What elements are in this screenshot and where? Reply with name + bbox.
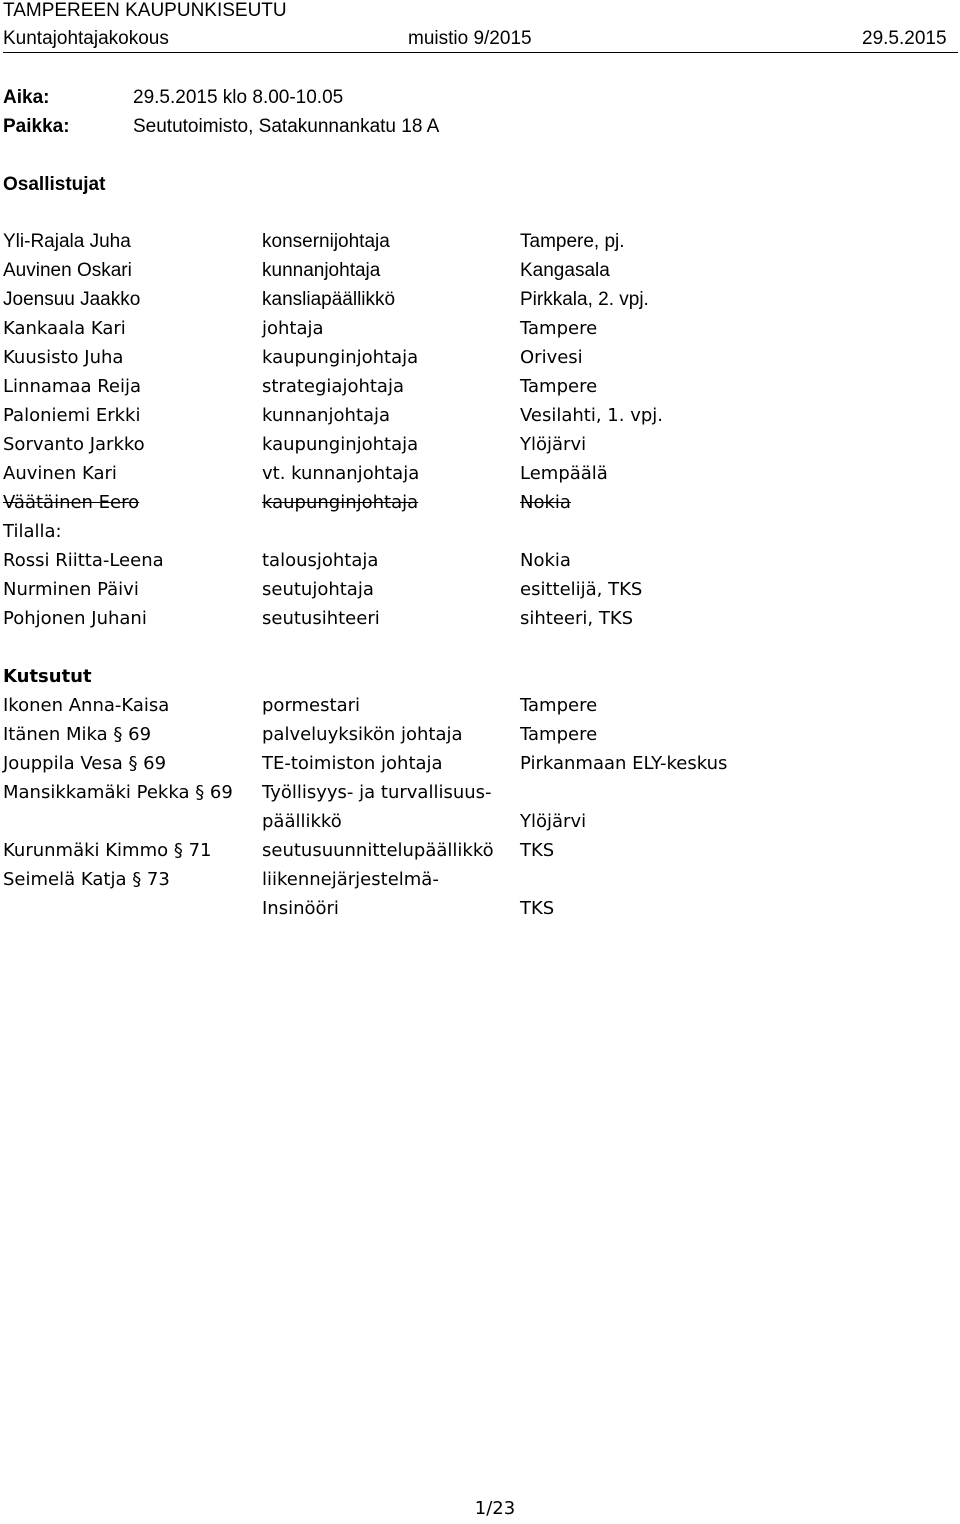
participant-row — [0, 433, 960, 462]
participant-row — [0, 462, 960, 491]
participant-org: Lempäälä — [520, 463, 608, 484]
participant-role: johtaja — [262, 318, 324, 339]
participant-role: seutujohtaja — [262, 579, 374, 600]
participants-title: Osallistujat — [3, 174, 106, 195]
participant-org: Orivesi — [520, 347, 583, 368]
time-label: Aika: — [3, 87, 50, 108]
invited-title: Kutsutut — [3, 666, 92, 687]
participant-name: Joensuu Jaakko — [3, 289, 141, 310]
invited-name: Mansikkamäki Pekka § 69 — [3, 782, 233, 803]
participant-role: talousjohtaja — [262, 550, 379, 571]
participant-row — [0, 317, 960, 346]
substitute-label: Tilalla: — [3, 521, 62, 542]
participant-org: Pirkkala, 2. vpj. — [520, 289, 649, 310]
participant-row — [0, 288, 960, 317]
invited-row — [0, 752, 960, 781]
participant-role: seutusihteeri — [262, 608, 380, 629]
participant-name: Kankaala Kari — [3, 318, 126, 339]
memo-number: muistio 9/2015 — [408, 28, 532, 49]
participant-org: Kangasala — [520, 260, 610, 281]
invited-name: Itänen Mika § 69 — [3, 724, 152, 745]
participant-name: Rossi Riitta-Leena — [3, 550, 164, 571]
invited-row-continuation — [0, 897, 960, 926]
invited-org: Tampere — [520, 695, 598, 716]
invited-role: seutusuunnittelupäällikkö — [262, 840, 494, 861]
organization-title: TAMPEREEN KAUPUNKISEUTU — [3, 0, 287, 21]
participant-role: kaupunginjohtaja — [262, 347, 419, 368]
participant-name: Yli-Rajala Juha — [3, 231, 131, 252]
participant-org: Tampere — [520, 318, 598, 339]
participant-row — [0, 346, 960, 375]
participant-role: vt. kunnanjohtaja — [262, 463, 420, 484]
participant-row-struck — [0, 491, 960, 520]
participant-role: strategiajohtaja — [262, 376, 404, 397]
participant-name: Paloniemi Erkki — [3, 405, 141, 426]
invited-role: Työllisyys- ja turvallisuus- — [262, 782, 492, 803]
invited-role: päällikkö — [262, 811, 342, 832]
header-date: 29.5.2015 — [862, 28, 947, 49]
substitute-row — [0, 549, 960, 578]
invited-role: Insinööri — [262, 898, 339, 919]
participant-row — [0, 375, 960, 404]
participant-name: Pohjonen Juhani — [3, 608, 147, 629]
invited-org: Tampere — [520, 724, 598, 745]
participant-org: esittelijä, TKS — [520, 579, 643, 600]
participant-row — [0, 259, 960, 288]
invited-org: Pirkanmaan ELY-keskus — [520, 753, 728, 774]
participant-org: Ylöjärvi — [520, 434, 587, 455]
invited-row — [0, 723, 960, 752]
invited-row — [0, 839, 960, 868]
invited-name: Seimelä Katja § 73 — [3, 869, 170, 890]
place-label: Paikka: — [3, 116, 70, 137]
participant-org: Nokia — [520, 492, 571, 513]
participant-org: Tampere, pj. — [520, 231, 625, 252]
invited-row — [0, 868, 960, 897]
invited-role: palveluyksikön johtaja — [262, 724, 463, 745]
participant-name: Sorvanto Jarkko — [3, 434, 145, 455]
participant-name: Nurminen Päivi — [3, 579, 139, 600]
place-value: Seututoimisto, Satakunnankatu 18 A — [133, 116, 440, 137]
participant-org: Nokia — [520, 550, 571, 571]
invited-role: liikennejärjestelmä- — [262, 869, 439, 890]
invited-role: TE-toimiston johtaja — [262, 753, 443, 774]
participant-row — [0, 230, 960, 259]
invited-org: TKS — [520, 898, 555, 919]
participant-role: kansliapäällikkö — [262, 289, 396, 310]
participant-name: Auvinen Kari — [3, 463, 117, 484]
participant-name: Linnamaa Reija — [3, 376, 141, 397]
participant-name: Auvinen Oskari — [3, 260, 132, 281]
participant-org: Tampere — [520, 376, 598, 397]
time-value: 29.5.2015 klo 8.00-10.05 — [133, 87, 344, 108]
substitute-label-row — [0, 520, 960, 549]
participant-row — [0, 404, 960, 433]
page-number: 1/23 — [474, 1498, 516, 1519]
invited-row-continuation — [0, 810, 960, 839]
invited-name: Jouppila Vesa § 69 — [3, 753, 167, 774]
invited-row — [0, 781, 960, 810]
invited-org: TKS — [520, 840, 555, 861]
invited-name: Kurunmäki Kimmo § 71 — [3, 840, 212, 861]
participant-role: kunnanjohtaja — [262, 405, 391, 426]
participant-role: kaupunginjohtaja — [262, 492, 419, 513]
substitute-row — [0, 607, 960, 636]
invited-row — [0, 694, 960, 723]
participant-name: Väätäinen Eero — [3, 492, 140, 513]
participant-name: Kuusisto Juha — [3, 347, 124, 368]
invited-org: Ylöjärvi — [520, 811, 587, 832]
invited-name: Ikonen Anna-Kaisa — [3, 695, 170, 716]
participant-role: konsernijohtaja — [262, 231, 390, 252]
participant-role: kaupunginjohtaja — [262, 434, 419, 455]
meeting-name: Kuntajohtajakokous — [3, 28, 169, 49]
substitute-row — [0, 578, 960, 607]
participant-org: sihteeri, TKS — [520, 608, 634, 629]
participant-role: kunnanjohtaja — [262, 260, 381, 281]
header-line — [3, 28, 958, 53]
participant-org: Vesilahti, 1. vpj. — [520, 405, 664, 426]
invited-role: pormestari — [262, 695, 360, 716]
